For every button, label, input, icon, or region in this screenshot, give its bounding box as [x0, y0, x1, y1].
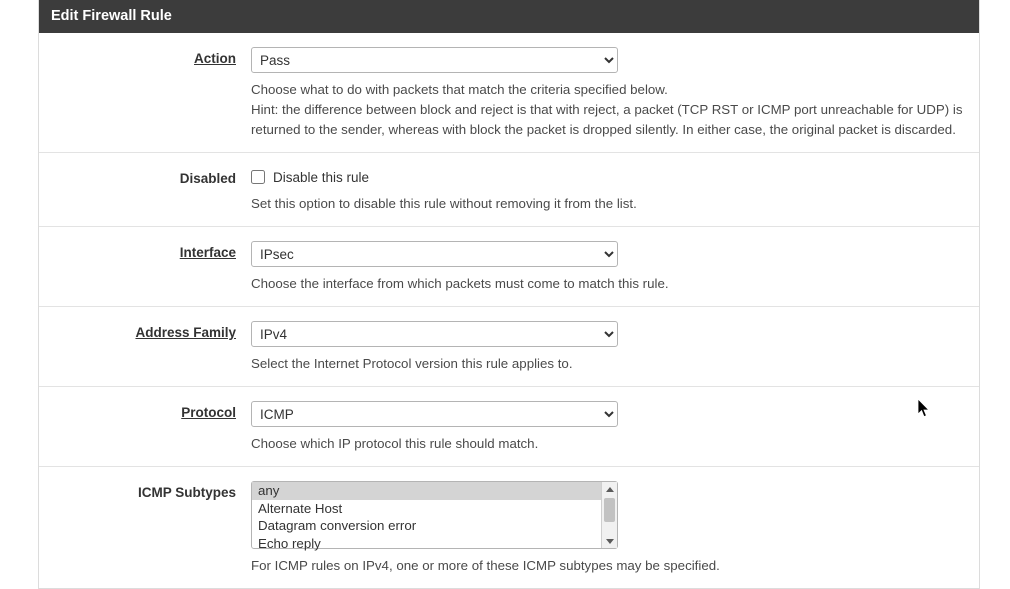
panel-title: Edit Firewall Rule [39, 0, 979, 33]
interface-select[interactable] [251, 241, 618, 267]
icmp-subtypes-scrollbar[interactable] [601, 482, 617, 548]
form-row-address-family [39, 307, 979, 387]
disable-rule-checkbox[interactable] [251, 170, 265, 184]
interface-label-cell [39, 241, 251, 294]
protocol-select[interactable] [251, 401, 618, 427]
action-field-cell [251, 47, 979, 140]
address-family-label: Address Family [135, 325, 236, 340]
protocol-label: Protocol [181, 405, 236, 420]
icmp-subtypes-label-cell [39, 481, 251, 576]
action-help-line-1: Choose what to do with packets that match the criteria specified below. [251, 82, 668, 97]
action-label: Action [194, 51, 236, 66]
interface-field-cell [251, 241, 979, 294]
icmp-subtypes-label: ICMP Subtypes [137, 485, 236, 500]
interface-label: Interface [179, 245, 236, 260]
disabled-help: Set this option to disable this rule without removing it from the list. [251, 196, 637, 211]
action-label-cell [39, 47, 251, 140]
form-row-protocol [39, 387, 979, 467]
address-family-label-cell [39, 321, 251, 374]
icmp-subtype-option[interactable]: Echo reply [258, 535, 321, 551]
form-row-action [39, 33, 979, 153]
disabled-field-cell [251, 167, 979, 214]
icmp-subtype-option[interactable]: Alternate Host [258, 500, 343, 516]
address-family-help: Select the Internet Protocol version this rule applies to. [251, 356, 573, 371]
action-select[interactable] [251, 47, 618, 73]
icmp-subtypes-list[interactable] [252, 482, 601, 551]
scroll-down-icon[interactable] [602, 534, 617, 548]
protocol-help: Choose which IP protocol this rule should match. [251, 436, 539, 451]
scrollbar-thumb[interactable] [604, 498, 615, 522]
edit-firewall-rule-panel [38, 0, 980, 589]
action-help-line-2: Hint: the difference between block and reject is that with reject, a packet (TCP RST or ICMP port unreachable for UDP) is [251, 102, 963, 117]
protocol-field-cell [251, 401, 979, 454]
disabled-label-cell [39, 167, 251, 214]
icmp-subtype-option[interactable]: Datagram conversion error [258, 518, 417, 533]
address-family-select[interactable] [251, 321, 618, 347]
icmp-subtypes-field-cell [251, 481, 979, 576]
action-help-line-3: returned to the sender, whereas with block the packet is dropped silently. In either case, the original packet is discarded. [251, 122, 956, 137]
protocol-label-cell [39, 401, 251, 454]
icmp-subtype-option[interactable]: any [252, 482, 601, 500]
scroll-up-icon[interactable] [602, 482, 617, 496]
interface-help: Choose the interface from which packets must come to match this rule. [251, 276, 669, 291]
disable-rule-checkbox-wrap[interactable] [251, 167, 965, 187]
icmp-subtypes-help: For ICMP rules on IPv4, one or more of these ICMP subtypes may be specified. [251, 558, 720, 573]
form-row-icmp-subtypes [39, 467, 979, 588]
icmp-subtypes-listbox[interactable] [251, 481, 618, 549]
form-row-disabled [39, 153, 979, 227]
form-row-interface [39, 227, 979, 307]
disabled-label: Disabled [179, 171, 236, 186]
action-help [251, 80, 965, 140]
panel-body [39, 33, 979, 588]
disable-rule-checkbox-label: Disable this rule [273, 169, 370, 185]
address-family-field-cell [251, 321, 979, 374]
